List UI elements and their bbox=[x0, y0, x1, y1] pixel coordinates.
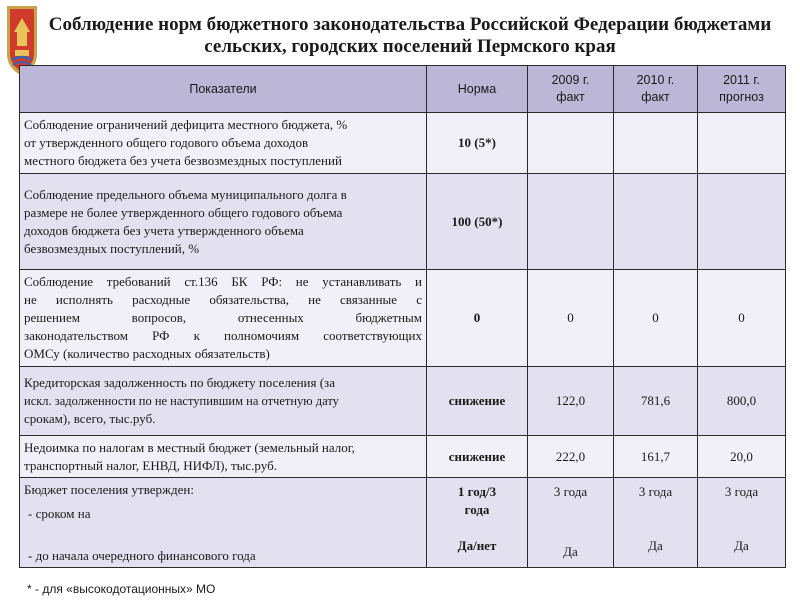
table-row bbox=[20, 367, 786, 436]
row-indicator: Недоимка по налогам в местный бюджет (земельный налог, транспортный налог, ЕНВД, НИФЛ), тыс.руб. bbox=[20, 436, 427, 478]
budget-norms-table bbox=[19, 65, 786, 568]
table-row bbox=[20, 174, 786, 270]
footnote: * - для «высокодотационных» МО bbox=[27, 582, 216, 596]
row-norm: снижение bbox=[427, 367, 528, 436]
title-line-1: Соблюдение норм бюджетного законодательства Российской Федерации бюджетами bbox=[48, 14, 772, 35]
column-header-norm: Норма bbox=[427, 66, 528, 113]
row-value-2011 bbox=[698, 174, 786, 270]
row-value-2011: 20,0 bbox=[698, 436, 786, 478]
row-value-2009: 122,0 bbox=[528, 367, 614, 436]
row-indicator: Соблюдение предельного объема муниципального долга в размере не более утвержденного общего годового объема доходов бюджета без учета утвержденного объема безвозмездных поступлений, % bbox=[20, 174, 427, 270]
row-norm: 100 (50*) bbox=[427, 174, 528, 270]
row-value-2011: 800,0 bbox=[698, 367, 786, 436]
row-value-2010: 781,6 bbox=[614, 367, 698, 436]
row-value-2009 bbox=[528, 174, 614, 270]
column-header-2009: 2009 г. факт bbox=[528, 66, 614, 113]
row-norm: снижение bbox=[427, 436, 528, 478]
table-row bbox=[20, 478, 786, 568]
row-value-2009: 0 bbox=[528, 270, 614, 367]
row-value-2010 bbox=[614, 174, 698, 270]
column-header-2010: 2010 г. факт bbox=[614, 66, 698, 113]
title-line-2: сельских, городских поселений Пермского края bbox=[204, 36, 616, 57]
table-row bbox=[20, 436, 786, 478]
page-title bbox=[20, 14, 800, 58]
row-value-2010: 0 bbox=[614, 270, 698, 367]
row-value-2009: 222,0 bbox=[528, 436, 614, 478]
row-value-2011 bbox=[698, 113, 786, 174]
table-row bbox=[20, 113, 786, 174]
row-indicator: Бюджет поселения утвержден: - сроком на - до начала очередного финансового года bbox=[20, 478, 427, 568]
column-header-indicator: Показатели bbox=[20, 66, 427, 113]
row-value-2010 bbox=[614, 113, 698, 174]
row-value-2009: 3 года Да bbox=[528, 478, 614, 568]
row-value-2011: 0 bbox=[698, 270, 786, 367]
row-value-2009 bbox=[528, 113, 614, 174]
row-norm: 1 год/3 года Да/нет bbox=[427, 478, 528, 568]
table-row bbox=[20, 270, 786, 367]
row-value-2011: 3 года Да bbox=[698, 478, 786, 568]
row-indicator: Соблюдение ограничений дефицита местного бюджета, % от утвержденного общего годового объема доходов местного бюджета без учета безвозмездных поступлений bbox=[20, 113, 427, 174]
column-header-2011: 2011 г. прогноз bbox=[698, 66, 786, 113]
row-value-2010: 3 года Да bbox=[614, 478, 698, 568]
row-norm: 0 bbox=[427, 270, 528, 367]
table-header-row bbox=[20, 66, 786, 113]
row-indicator: Соблюдение требований ст.136 БК РФ: не устанавливать и не исполнять расходные обязательства, не связанные с решением вопросов, отнесенных бюджетным законодательством РФ к полномочиям соответствующих ОМСу (количество расходных обязательств) bbox=[20, 270, 427, 367]
row-norm: 10 (5*) bbox=[427, 113, 528, 174]
row-indicator: Кредиторская задолженность по бюджету поселения (за искл. задолженности по не наступившим на отчетную дату срокам), всего, тыс.руб. bbox=[20, 367, 427, 436]
row-value-2010: 161,7 bbox=[614, 436, 698, 478]
